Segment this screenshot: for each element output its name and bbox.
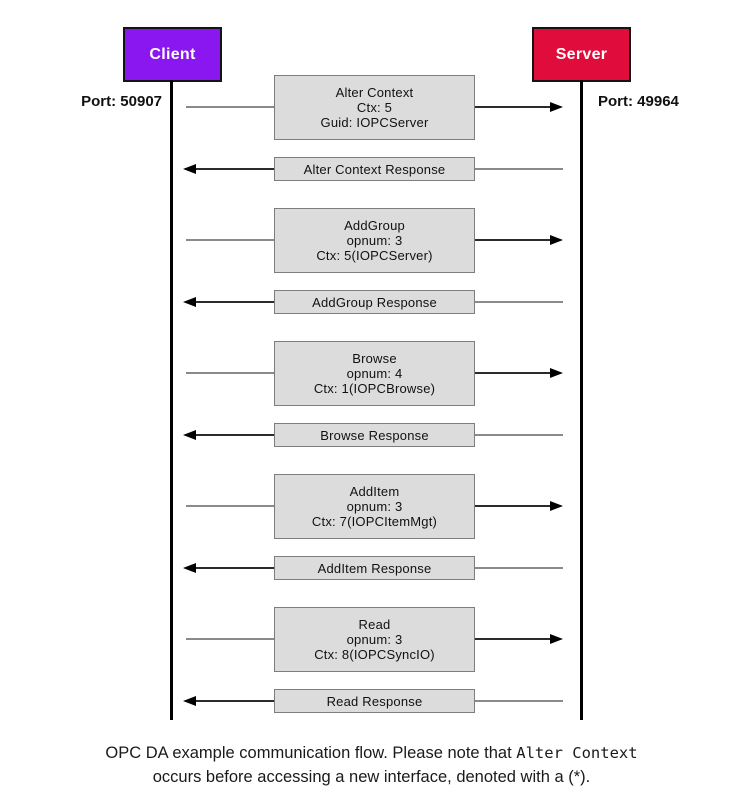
request-message-line: Ctx: 5(IOPCServer) xyxy=(316,248,433,263)
response-line-right xyxy=(475,700,563,702)
response-line-right xyxy=(475,301,563,303)
request-message-line: opnum: 4 xyxy=(346,366,403,381)
request-line-left xyxy=(186,372,274,374)
response-line-right xyxy=(475,567,563,569)
client-lifeline xyxy=(170,80,173,720)
response-message-box: Alter Context Response xyxy=(274,157,475,181)
request-line-right xyxy=(475,372,552,374)
request-line-right xyxy=(475,106,552,108)
request-message-line: Alter Context xyxy=(335,85,414,100)
response-arrowhead-icon xyxy=(183,563,196,573)
response-message-box: AddGroup Response xyxy=(274,290,475,314)
request-message-box xyxy=(274,341,475,406)
request-message-box xyxy=(274,208,475,273)
caption-text-line2: occurs before accessing a new interface, denoted with a (*). xyxy=(152,767,591,786)
response-line-left xyxy=(196,168,274,170)
request-arrowhead-icon xyxy=(550,102,563,112)
request-line-right xyxy=(475,505,552,507)
request-line-right xyxy=(475,638,552,640)
request-message-line: AddItem xyxy=(349,484,400,499)
request-message-box xyxy=(274,474,475,539)
request-message-line: Ctx: 7(IOPCItemMgt) xyxy=(311,514,438,529)
server-label: Server xyxy=(555,45,608,63)
response-arrowhead-icon xyxy=(183,297,196,307)
response-line-right xyxy=(475,168,563,170)
response-arrowhead-icon xyxy=(183,696,196,706)
response-arrowhead-icon xyxy=(183,430,196,440)
client-label: Client xyxy=(149,45,196,63)
request-message-line: opnum: 3 xyxy=(346,499,403,514)
request-message-line: Guid: IOPCServer xyxy=(320,115,429,130)
request-line-left xyxy=(186,505,274,507)
caption-text-pre: OPC DA example communication flow. Please note that xyxy=(105,744,517,762)
server-port-label: Port: 49964 xyxy=(598,93,679,110)
response-message-box: Browse Response xyxy=(274,423,475,447)
response-line-right xyxy=(475,434,563,436)
request-message-line: opnum: 3 xyxy=(346,233,403,248)
request-message-line: AddGroup xyxy=(344,218,405,233)
request-arrowhead-icon xyxy=(550,368,563,378)
request-message-line: opnum: 3 xyxy=(346,632,403,647)
server-lifeline xyxy=(580,80,583,720)
response-message-box: AddItem Response xyxy=(274,556,475,580)
request-line-left xyxy=(186,638,274,640)
response-line-left xyxy=(196,434,274,436)
client-port-label: Port: 50907 xyxy=(81,93,162,110)
response-line-left xyxy=(196,301,274,303)
request-message-box xyxy=(274,75,475,140)
request-message-line: Ctx: 8(IOPCSyncIO) xyxy=(314,647,435,662)
figure-caption xyxy=(0,742,743,790)
request-message-line: Browse xyxy=(352,351,397,366)
request-line-left xyxy=(186,106,274,108)
client-actor-box xyxy=(123,27,222,82)
caption-code-text: Alter Context xyxy=(516,744,638,762)
request-message-line: Read xyxy=(358,617,391,632)
request-arrowhead-icon xyxy=(550,501,563,511)
response-line-left xyxy=(196,567,274,569)
request-line-left xyxy=(186,239,274,241)
request-arrowhead-icon xyxy=(550,235,563,245)
request-message-line: Ctx: 5 xyxy=(356,100,393,115)
response-arrowhead-icon xyxy=(183,164,196,174)
request-message-line: Ctx: 1(IOPCBrowse) xyxy=(313,381,436,396)
request-line-right xyxy=(475,239,552,241)
response-message-box: Read Response xyxy=(274,689,475,713)
response-line-left xyxy=(196,700,274,702)
request-message-box xyxy=(274,607,475,672)
server-actor-box xyxy=(532,27,631,82)
request-arrowhead-icon xyxy=(550,634,563,644)
